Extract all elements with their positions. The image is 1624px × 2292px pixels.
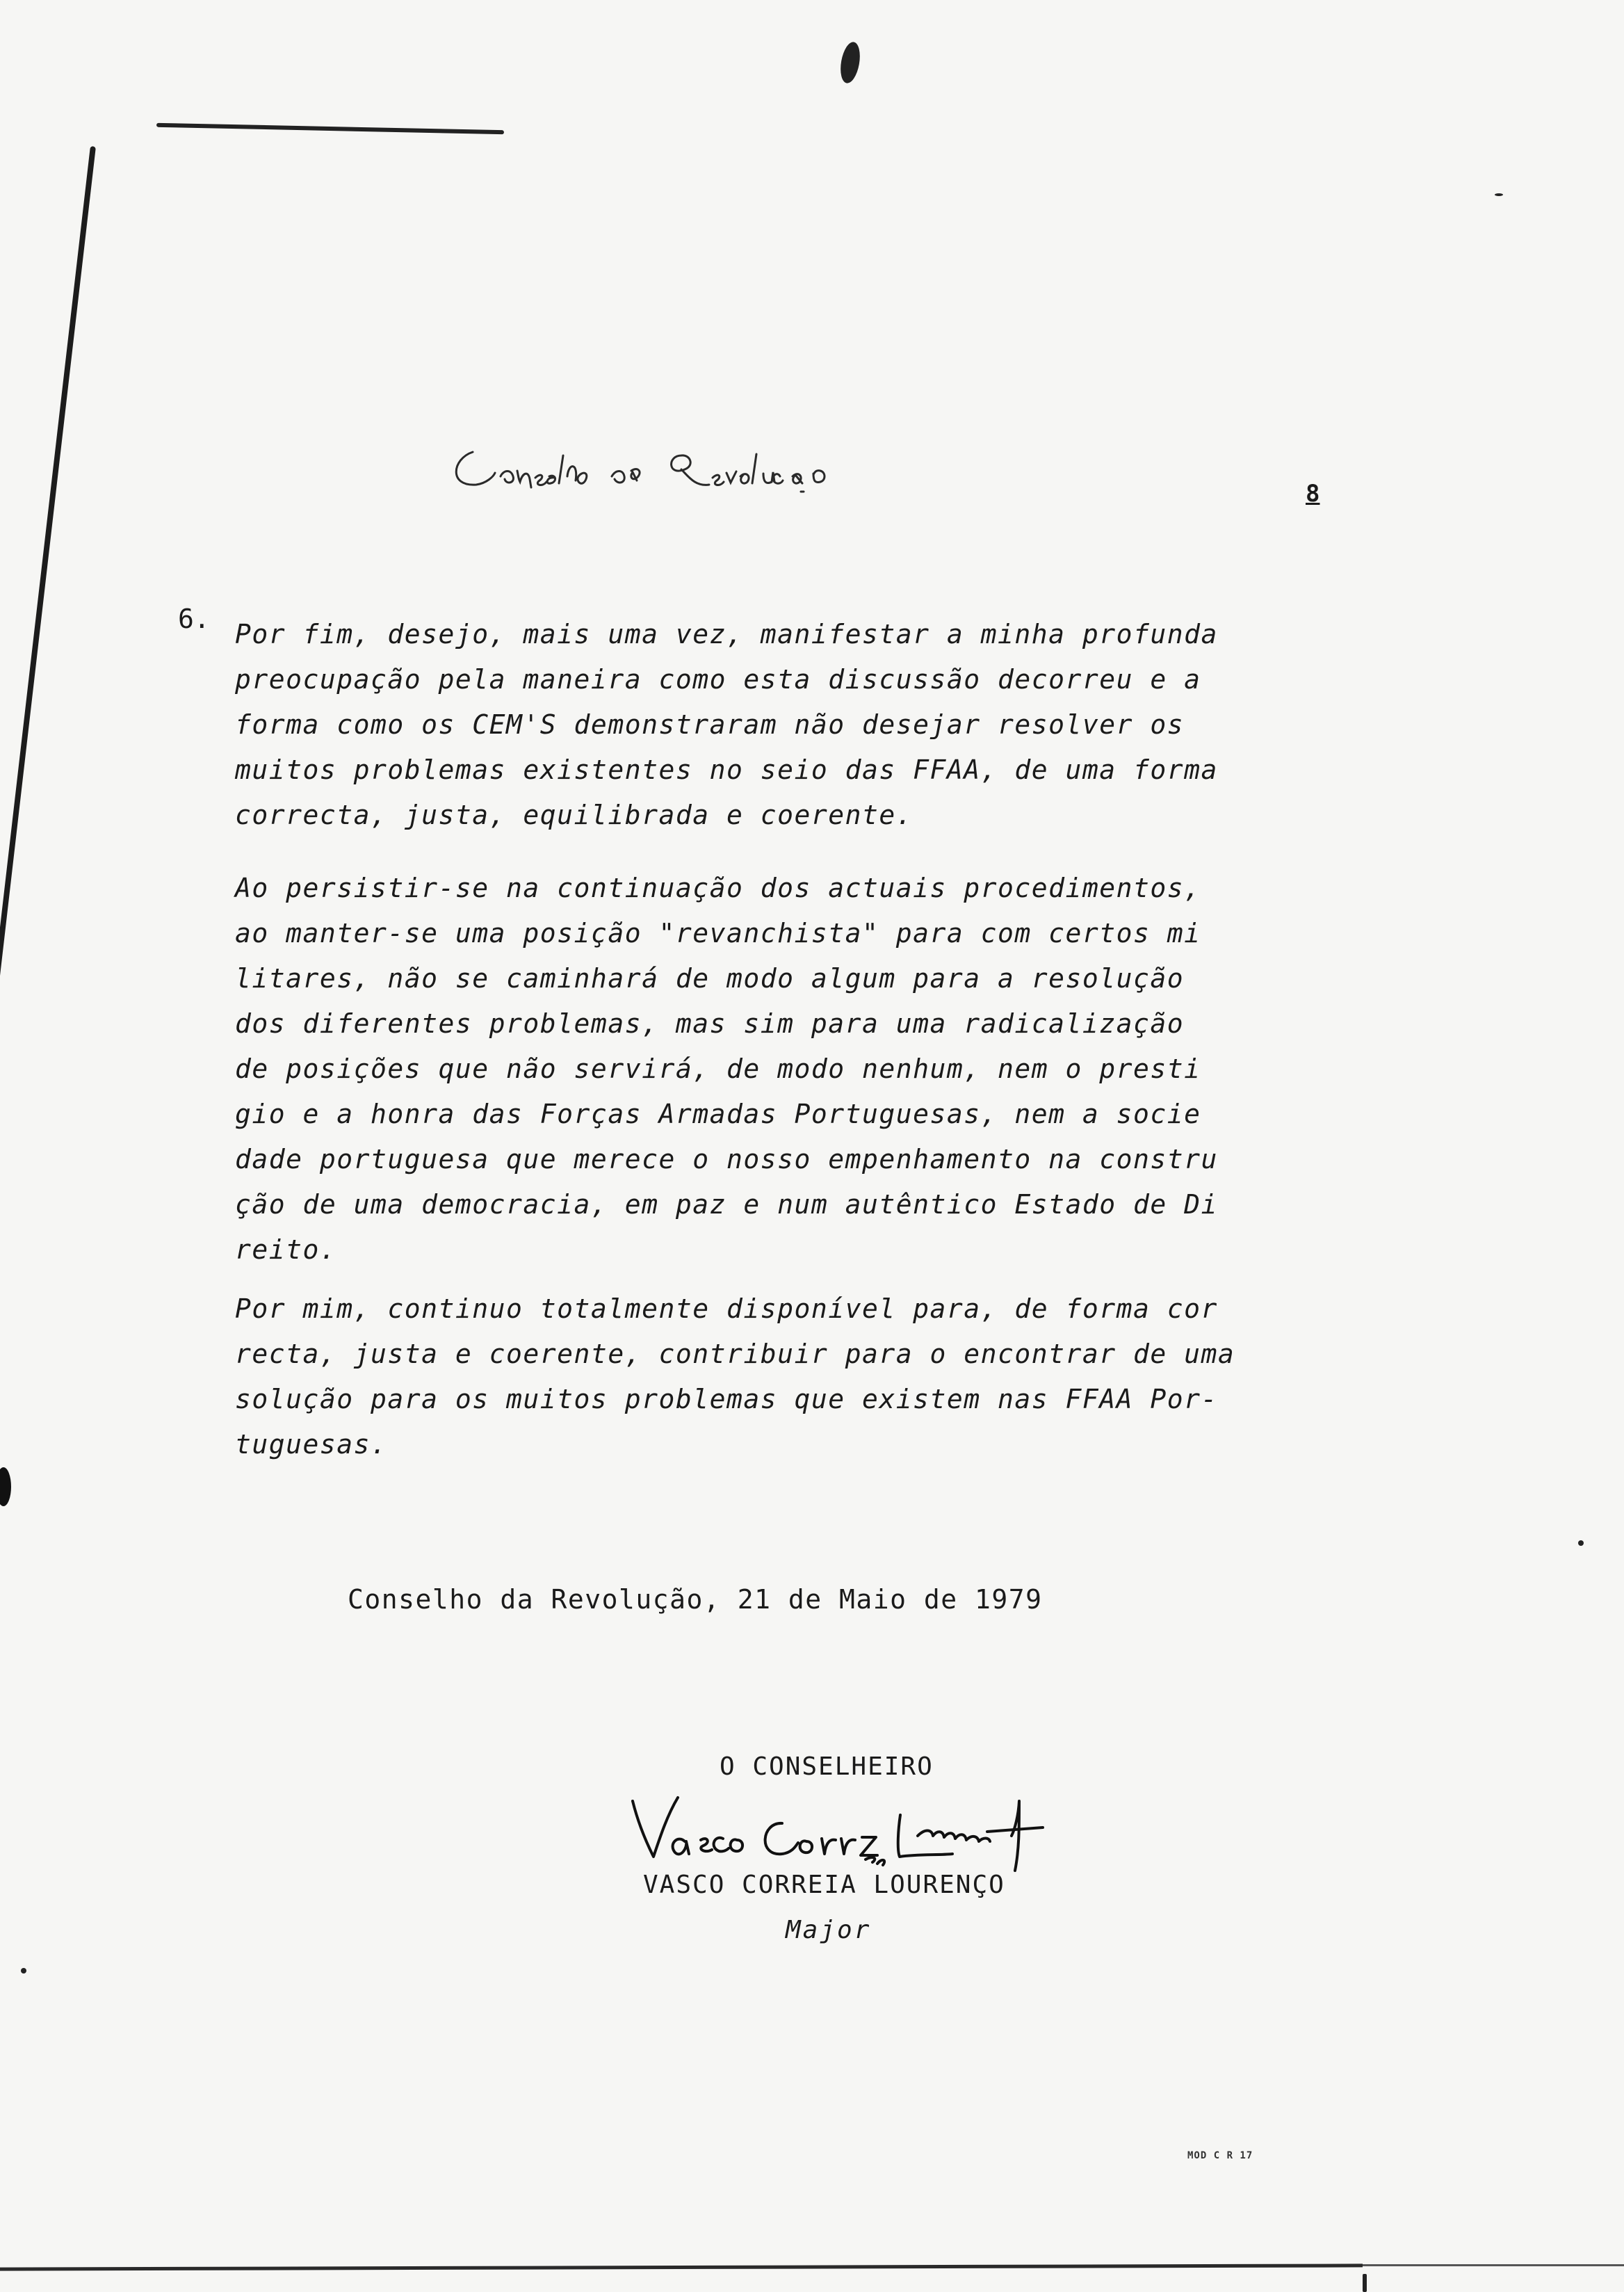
paragraph-line: de posições que não servirá, de modo nenhum, nem o presti bbox=[235, 1054, 1201, 1084]
item-number: 6. bbox=[178, 604, 210, 634]
scan-artifact bbox=[1363, 2264, 1624, 2266]
signer-title: O CONSELHEIRO bbox=[720, 1752, 934, 1781]
scan-artifact bbox=[0, 146, 96, 1432]
paragraph-line: recta, justa e coerente, contribuir para o encontrar de uma bbox=[235, 1339, 1235, 1369]
form-code: MOD C R 17 bbox=[1187, 2150, 1253, 2161]
scan-artifact bbox=[1363, 2274, 1367, 2292]
scan-artifact bbox=[156, 123, 504, 134]
paragraph-line: reito. bbox=[235, 1234, 337, 1265]
paragraph-line: Por mim, continuo totalmente disponível para, de forma cor bbox=[235, 1293, 1218, 1324]
scan-artifact bbox=[838, 40, 863, 85]
paragraph-line: Por fim, desejo, mais uma vez, manifestar a minha profunda bbox=[235, 619, 1218, 649]
paragraph-line: Ao persistir-se na continuação dos actuais procedimentos, bbox=[235, 873, 1201, 903]
paragraph-line: solução para os muitos problemas que existem nas FFAA Por- bbox=[235, 1384, 1218, 1414]
scan-artifact bbox=[1495, 193, 1503, 196]
paragraph-line: ção de uma democracia, em paz e num autêntico Estado de Di bbox=[235, 1189, 1218, 1220]
paragraph-line: muitos problemas existentes no seio das FFAA, de uma forma bbox=[235, 754, 1218, 785]
scan-artifact bbox=[0, 2263, 1363, 2270]
page-number: 8 bbox=[1306, 480, 1320, 508]
paragraph-line: forma como os CEM'S demonstraram não desejar resolver os bbox=[235, 709, 1185, 740]
paragraph bbox=[235, 866, 1320, 1273]
paragraph-line: dos diferentes problemas, mas sim para uma radicalização bbox=[235, 1008, 1185, 1039]
signer-name: VASCO CORREIA LOURENÇO bbox=[643, 1871, 1005, 1899]
scan-artifact bbox=[1578, 1540, 1584, 1546]
handwritten-signature bbox=[626, 1787, 1098, 1878]
paragraph-line: gio e a honra das Forças Armadas Portuguesas, nem a socie bbox=[235, 1099, 1201, 1129]
scan-artifact bbox=[21, 1968, 26, 1974]
closing-place-date: Conselho da Revolução, 21 de Maio de 1979 bbox=[348, 1584, 1043, 1615]
scan-artifact bbox=[0, 1467, 11, 1506]
paragraph-line: litares, não se caminhará de modo algum para a resolução bbox=[235, 963, 1185, 994]
signer-rank: Major bbox=[786, 1916, 872, 1944]
paragraph-line: ao manter-se uma posição "revanchista" para com certos mi bbox=[235, 918, 1201, 949]
paragraph-line: correcta, justa, equilibrada e coerente. bbox=[235, 800, 914, 830]
paragraph-line: tuguesas. bbox=[235, 1429, 388, 1460]
paragraph-line: preocupação pela maneira como esta discussão decorreu e a bbox=[235, 664, 1201, 695]
paragraph bbox=[235, 612, 1320, 838]
paragraph bbox=[235, 1286, 1320, 1467]
paragraph-line: dade portuguesa que merece o nosso empenhamento na constru bbox=[235, 1144, 1218, 1175]
letterhead-handwriting bbox=[445, 435, 932, 511]
